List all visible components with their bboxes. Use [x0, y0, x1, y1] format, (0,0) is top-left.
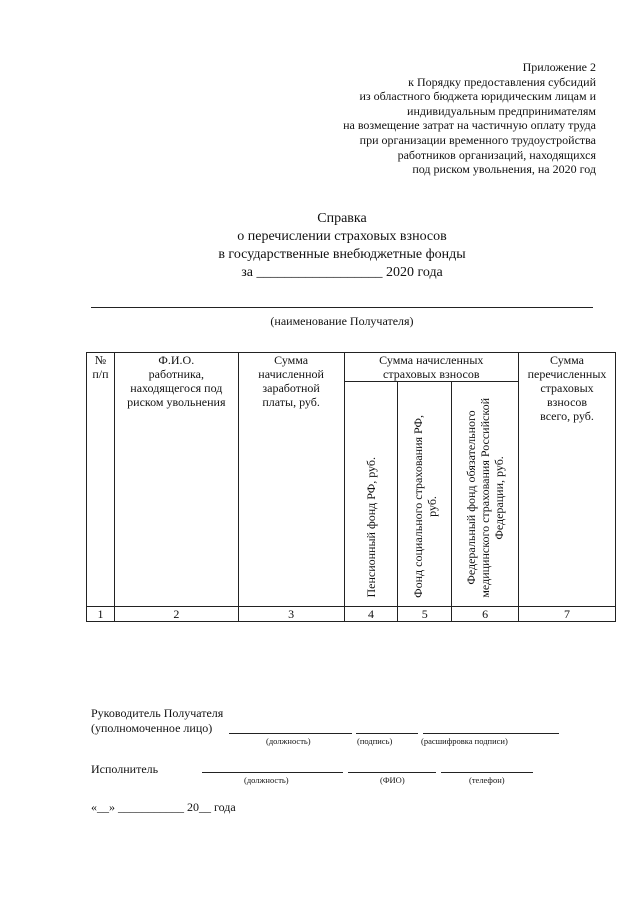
- header-medical-fund-cell: [452, 382, 519, 607]
- executor-phone-line: [441, 772, 533, 773]
- head-label: Руководитель Получателя: [91, 706, 224, 720]
- authorized-person-label: (уполномоченное лицо): [91, 721, 213, 735]
- column-number: 5: [398, 607, 452, 622]
- title-line: о перечислении страховых взносов: [237, 229, 447, 244]
- header-fio: Ф.И.О. работника, находящегося под риском увольнения: [114, 353, 238, 607]
- appendix-line: под риском увольнения, на 2020 год: [412, 162, 596, 177]
- title-line: в государственные внебюджетные фонды: [218, 247, 466, 262]
- header-number: № п/п: [87, 353, 115, 607]
- title-line: Справка: [317, 211, 367, 226]
- executor-position-line: [202, 772, 343, 773]
- appendix-line: индивидуальным предпринимателям: [407, 103, 596, 118]
- appendix-line: Приложение 2: [522, 60, 596, 74]
- head-position-line: [229, 733, 352, 734]
- appendix-line: к Порядку предоставления субсидий: [408, 74, 596, 89]
- header-social-fund: Фонд социального страхования РФ, руб.: [410, 415, 439, 598]
- header-social-fund-cell: [398, 382, 452, 607]
- header-accrued-contributions: Сумма начисленных страховых взносов: [344, 353, 518, 382]
- recipient-name-line: [91, 300, 593, 308]
- position-caption: (должность): [266, 736, 311, 746]
- appendix-line: при организации временного трудоустройства: [359, 132, 596, 147]
- decoding-caption: (расшифровка подписи): [421, 736, 508, 746]
- executor-label: Исполнитель: [91, 762, 159, 776]
- executor-position-caption: (должность): [244, 775, 289, 785]
- header-transferred-total: Сумма перечисленных страховых взносов всего, руб.: [519, 353, 616, 607]
- column-number: 4: [344, 607, 398, 622]
- recipient-label: (наименование Получателя): [270, 314, 414, 328]
- column-number: 2: [114, 607, 238, 622]
- column-number: 6: [452, 607, 519, 622]
- appendix-block: [276, 60, 596, 177]
- appendix-line: работников организаций, находящихся: [397, 147, 596, 162]
- executor-fio-caption: (ФИО): [380, 775, 405, 785]
- appendix-line: из областного бюджета юридическим лицам и: [359, 89, 596, 104]
- signature-caption: (подпись): [357, 736, 393, 746]
- date-line: «__» ___________ 20__ года: [91, 800, 236, 814]
- executor-fio-line: [348, 772, 436, 773]
- column-number: 3: [238, 607, 344, 622]
- head-decoding-line: [423, 733, 559, 734]
- column-number: 1: [87, 607, 115, 622]
- column-number: 7: [519, 607, 616, 622]
- title-period-line: за __________________ 2020 года: [241, 265, 443, 280]
- header-salary: Сумма начисленной заработной платы, руб.: [238, 353, 344, 607]
- document-title: [0, 210, 640, 282]
- header-pension-fund: Пенсионный фонд РФ, руб.: [363, 457, 378, 598]
- header-medical-fund: Федеральный фонд обязательного медицинского страхования Российской Федерации, руб.: [464, 398, 507, 598]
- header-pension-fund-cell: [344, 382, 398, 607]
- contributions-table: [86, 352, 616, 622]
- head-signature-line: [356, 733, 418, 734]
- appendix-line: на возмещение затрат на частичную оплату труда: [343, 118, 596, 133]
- executor-phone-caption: (телефон): [469, 775, 505, 785]
